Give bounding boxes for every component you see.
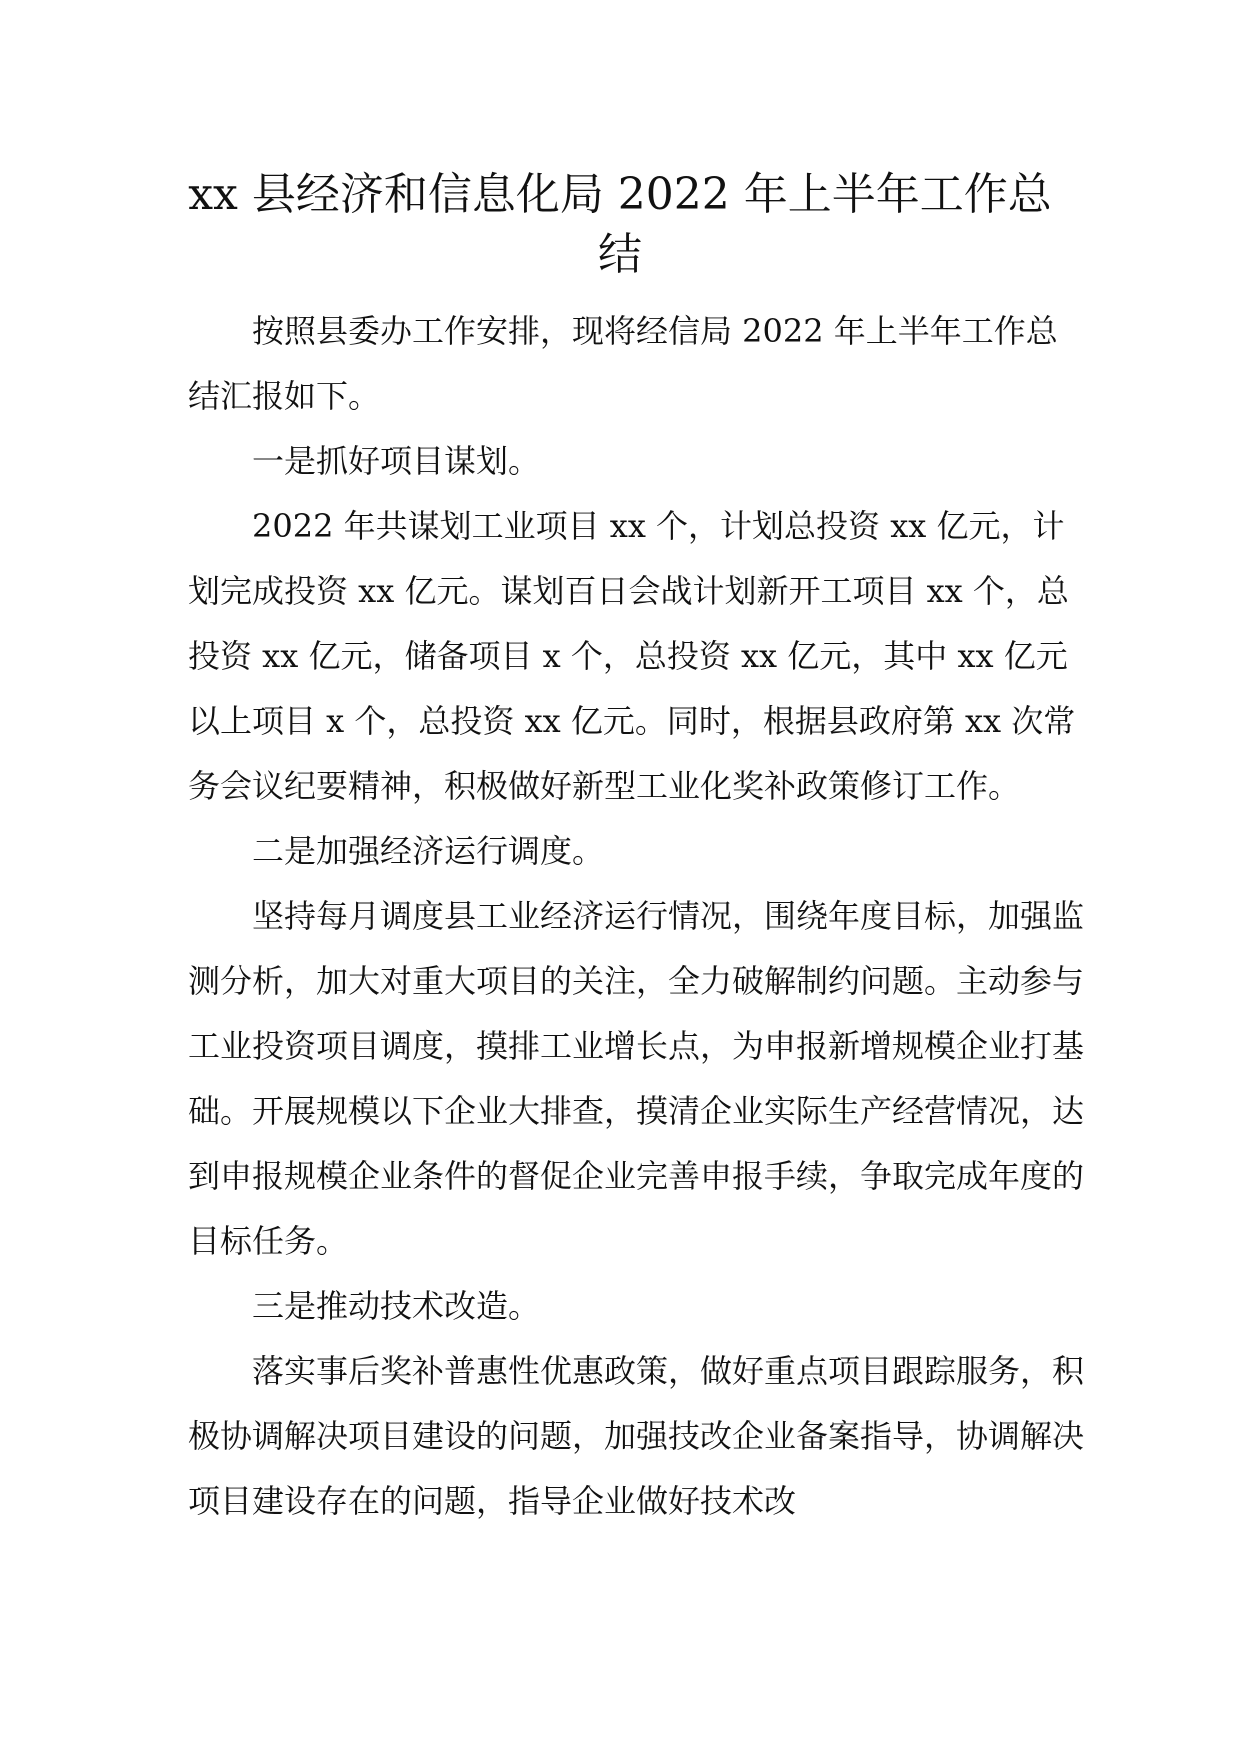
document-body [188, 299, 1088, 1534]
section-heading-2: 二是加强经济运行调度。 [252, 832, 605, 870]
paragraph-section-1: 2022 年共谋划工业项目 xx 个，计划总投资 xx 亿元，计划完成投资 xx 亿元。谋划百日会战计划新开工项目 xx 个，总投资 xx 亿元，储备项目 x 个，总投资 xx 亿元，其中 xx 亿元以上项目 x 个，总投资 xx 亿元。同时，根据县政府第 xx 次常务会议纪要精神，积极做好新型工业化奖补政策修订工作。 [188, 507, 1076, 805]
section-heading-3: 三是推动技术改造。 [252, 1287, 541, 1325]
paragraph-section-3: 落实事后奖补普惠性优惠政策，做好重点项目跟踪服务，积极协调解决项目建设的问题，加强技改企业备案指导，协调解决项目建设存在的问题，指导企业做好技术改 [188, 1352, 1085, 1520]
paragraph-section-2: 坚持每月调度县工业经济运行情况，围绕年度目标，加强监测分析，加大对重大项目的关注，全力破解制约问题。主动参与工业投资项目调度，摸排工业增长点，为申报新增规模企业打基础。开展规模以下企业大排查，摸清企业实际生产经营情况，达到申报规模企业条件的督促企业完善申报手续，争取完成年度的目标任务。 [188, 897, 1085, 1260]
section-heading-1: 一是抓好项目谋划。 [252, 442, 541, 480]
paragraph-intro: 按照县委办工作安排，现将经信局 2022 年上半年工作总结汇报如下。 [188, 312, 1058, 415]
document-title [150, 165, 1090, 285]
document-title-line-1: xx 县经济和信息化局 2022 年上半年工作总 [188, 169, 1052, 220]
document-title-line-2: 结 [598, 229, 642, 280]
